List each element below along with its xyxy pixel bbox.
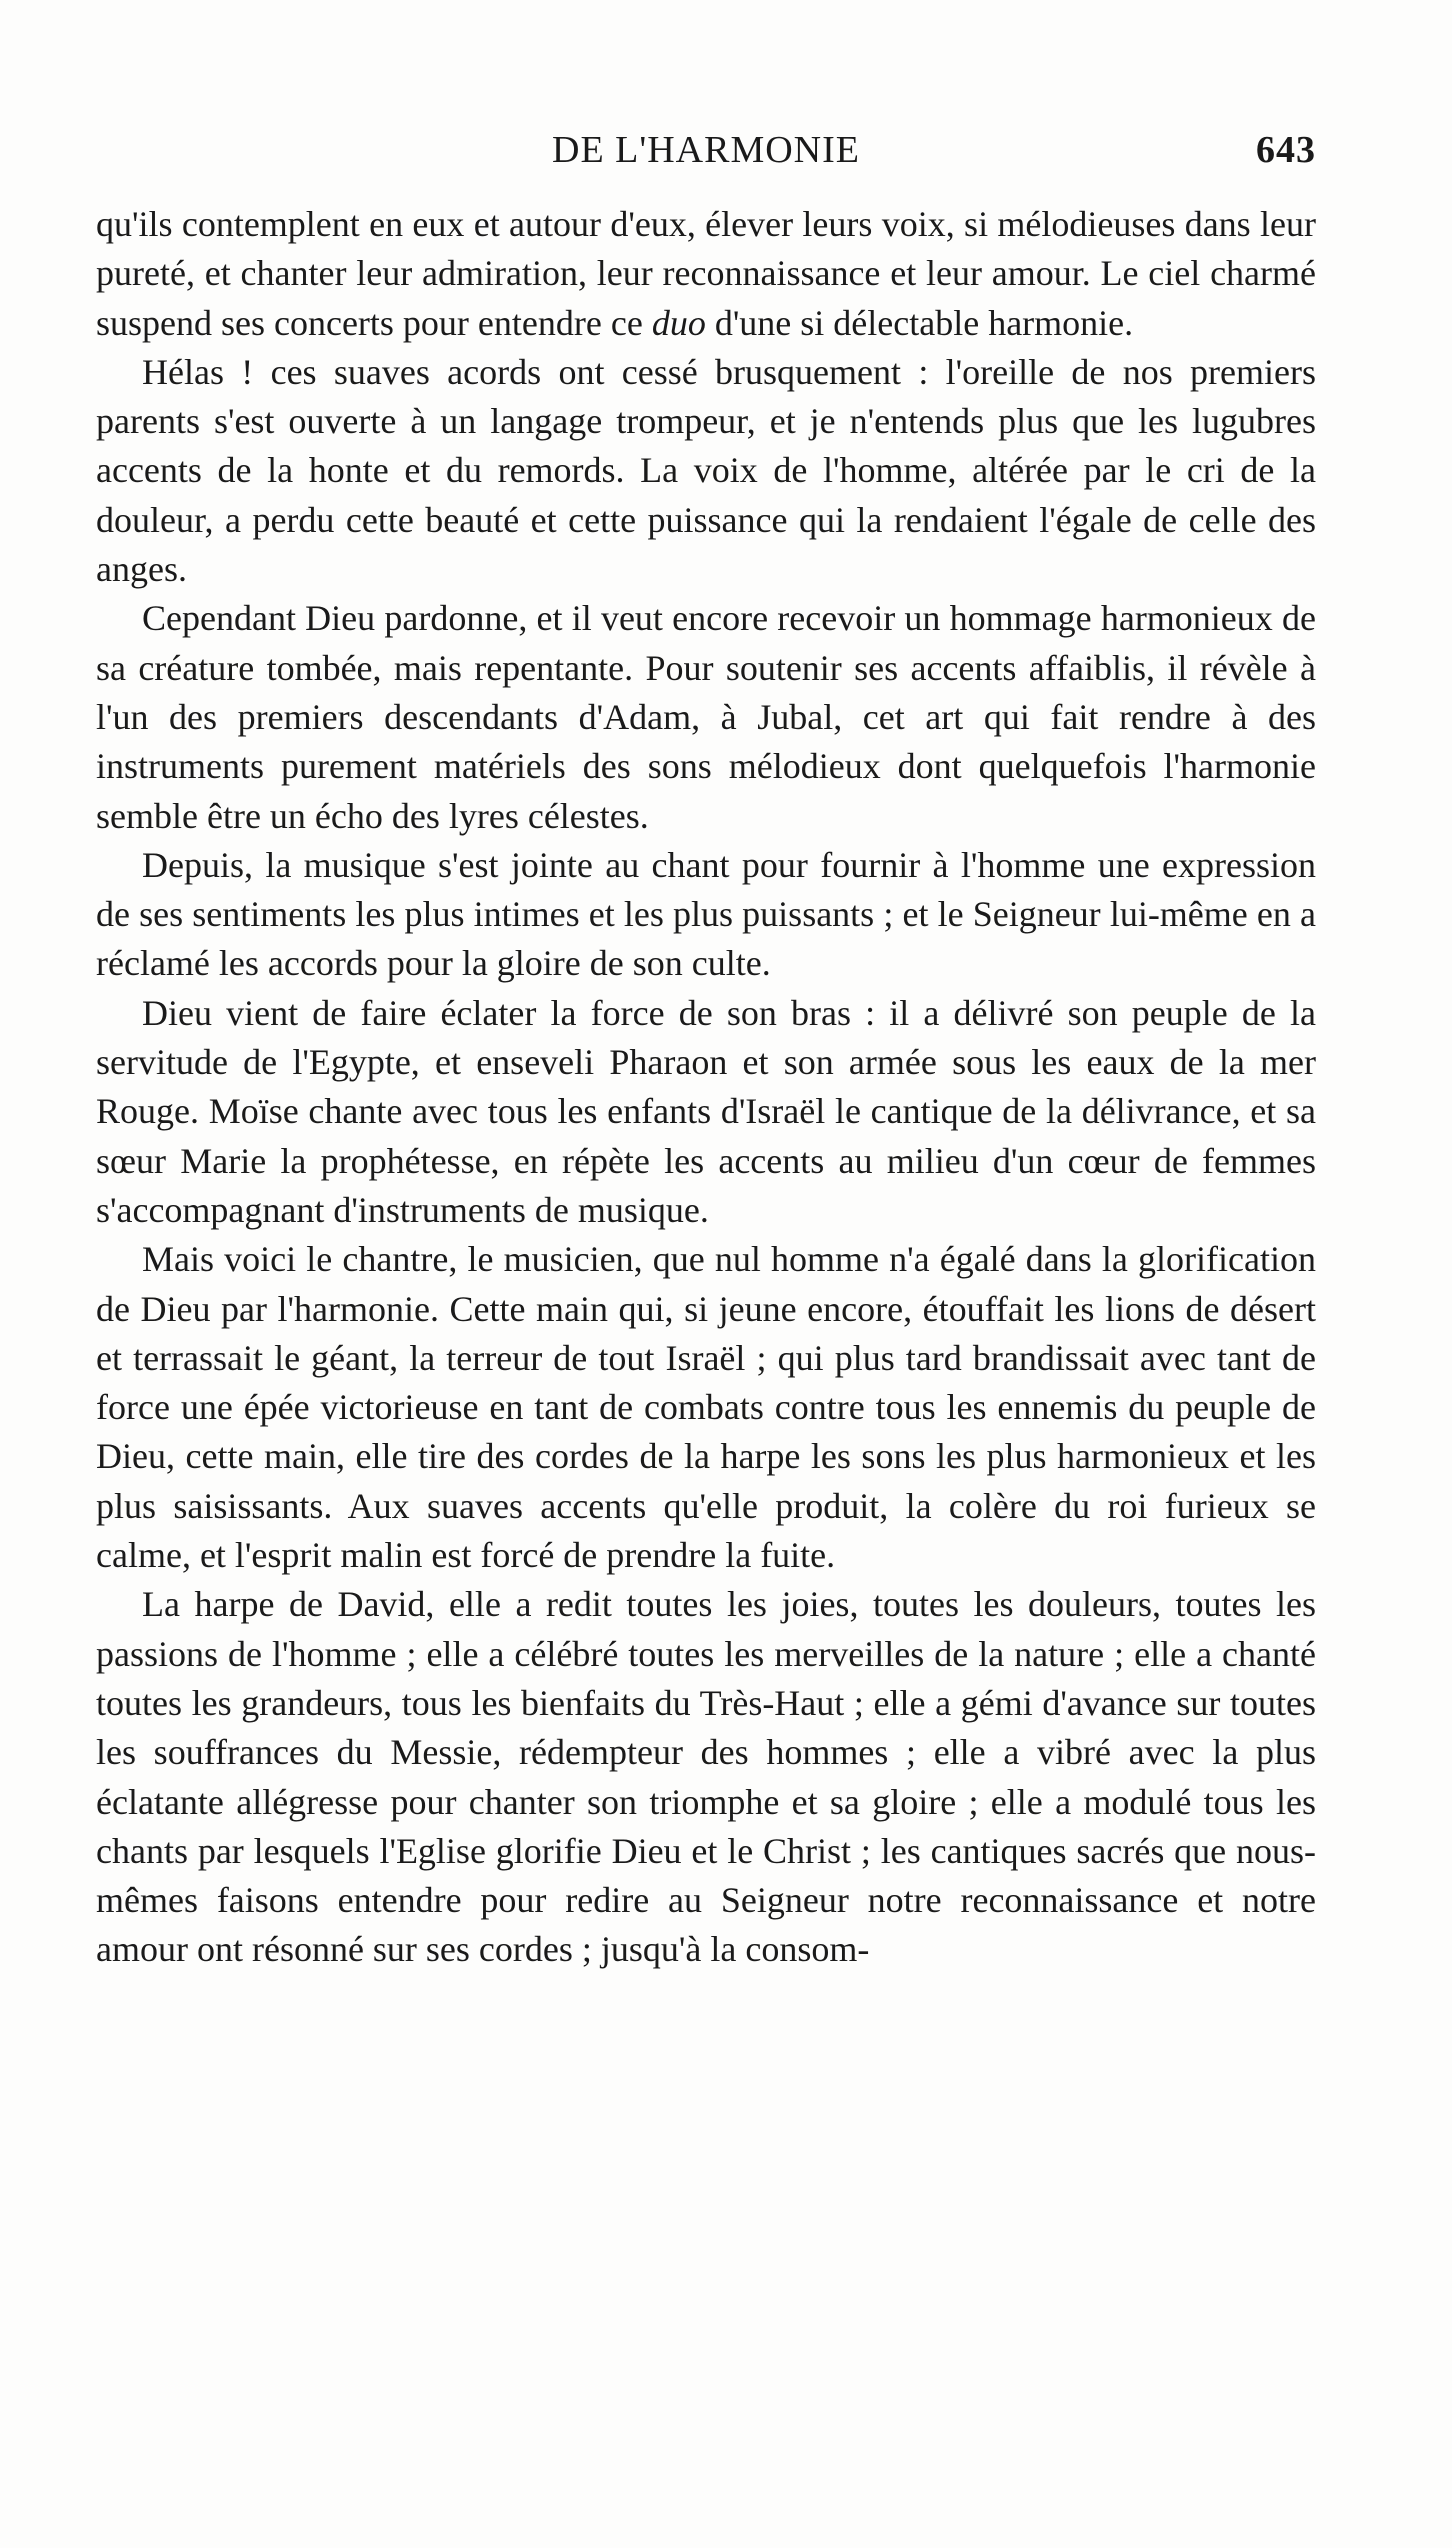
paragraph-1-text-after: d'une si délectable harmonie. xyxy=(705,302,1134,343)
paragraph-3: Cependant Dieu pardonne, et il veut encore recevoir un hommage harmonieux de sa créature tombée, mais repentante. Pour soutenir ses accents affaiblis, il révèle à l'un des premiers descendants d'Adam, à Jubal, cet art qui fait rendre à des instruments purement matériels des sons mélodieux dont quelquefois l'harmonie semble être un écho des lyres célestes. xyxy=(96,598,1316,836)
paragraph-1 xyxy=(96,200,1316,348)
italic-word-duo: duo xyxy=(651,302,706,343)
running-title: DE L'HARMONIE xyxy=(552,129,860,171)
paragraph-5: Dieu vient de faire éclater la force de son bras : il a délivré son peuple de la servitude de l'Egypte, et enseveli Pharaon et son armée sous les eaux de la mer Rouge. Moïse chante avec tous les enfants d'Israël le cantique de la délivrance, et sa sœur Marie la prophétesse, en répète les accents au milieu d'un cœur de femmes s'accompagnant d'instruments de musique. xyxy=(96,992,1316,1230)
body-text xyxy=(96,200,1316,1975)
page-number: 643 xyxy=(1256,129,1316,171)
paragraph-1-text-before: qu'ils contemplent en eux et autour d'eux, élever leurs voix, si mélodieuses dans leur pureté, et chanter leur admiration, leur reconnaissance et leur amour. Le ciel charmé suspend ses concerts pour entendre ce xyxy=(96,204,1316,343)
running-header xyxy=(96,128,1316,172)
paragraph-4: Depuis, la musique s'est jointe au chant pour fournir à l'homme une expression de ses sentiments les plus intimes et les plus puissants ; et le Seigneur lui-même en a réclamé les accords pour la gloire de son culte. xyxy=(96,844,1316,984)
paragraph-2: Hélas ! ces suaves acords ont cessé brusquement : l'oreille de nos premiers parents s'est ouverte à un langage trompeur, et je n'entends plus que les lugubres accents de la honte et du remords. La voix de l'homme, altérée par le cri de la douleur, a perdu cette beauté et cette puissance qui la rendaient l'égale de celle des anges. xyxy=(96,351,1316,590)
paragraph-7: La harpe de David, elle a redit toutes les joies, toutes les douleurs, toutes les passions de l'homme ; elle a célébré toutes les merveilles de la nature ; elle a chanté toutes les grandeurs, tous les bienfaits du Très-Haut ; elle a gémi d'avance sur toutes les souffrances du Messie, rédempteur des hommes ; elle a vibré avec la plus éclatante allégresse pour chanter son triomphe et sa gloire ; elle a modulé tous les chants par lesquels l'Eglise glorifie Dieu et le Christ ; les cantiques sacrés que nous-mêmes faisons entendre pour redire au Seigneur notre reconnaissance et notre amour ont résonné sur ses cordes ; jusqu'à la consom- xyxy=(96,1584,1316,1970)
paragraph-6: Mais voici le chantre, le musicien, que nul homme n'a égalé dans la glorification de Dieu par l'harmonie. Cette main qui, si jeune encore, étouffait les lions de désert et terrassait le géant, la terreur de tout Israël ; qui plus tard brandissait avec tant de force une épée victorieuse en tant de combats contre tous les ennemis du peuple de Dieu, cette main, elle tire des cordes de la harpe les sons les plus harmonieux et les plus saisissants. Aux suaves accents qu'elle produit, la colère du roi furieux se calme, et l'esprit malin est forcé de prendre la fuite. xyxy=(96,1239,1316,1576)
